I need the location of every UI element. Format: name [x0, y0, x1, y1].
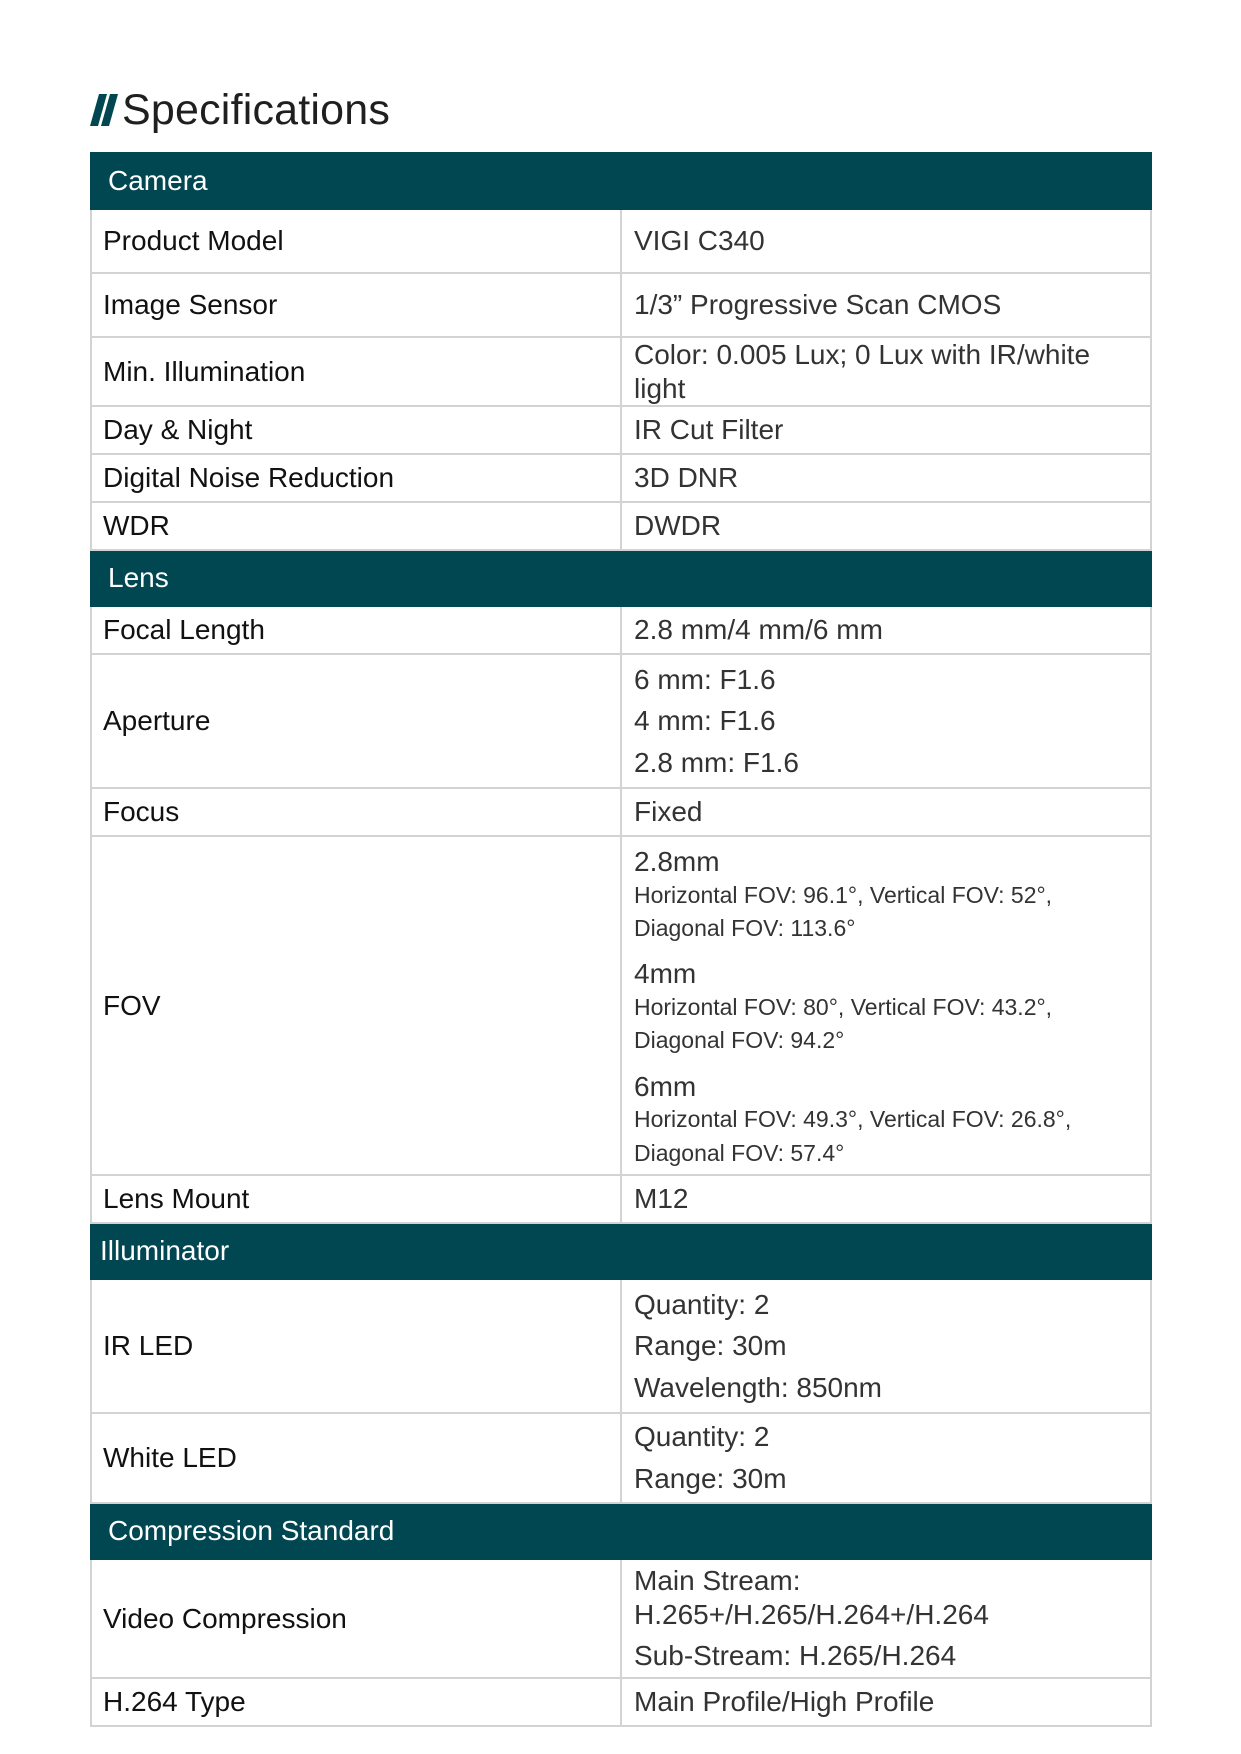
fov-lens: 2.8mm	[634, 846, 720, 878]
row-focal-length	[91, 606, 1151, 654]
spec-value: Fixed	[621, 788, 1151, 836]
double-slash-icon	[90, 94, 118, 126]
page-heading	[90, 80, 390, 140]
row-product-model	[91, 209, 1151, 273]
value-line: 4 mm: F1.6	[634, 705, 776, 737]
spec-value: Color: 0.005 Lux; 0 Lux with IR/white light	[621, 337, 1151, 406]
spec-label: WDR	[91, 502, 621, 550]
spec-label: Lens Mount	[91, 1175, 621, 1223]
spec-value	[621, 1413, 1151, 1503]
page-title: Specifications	[122, 85, 391, 134]
spec-label: Product Model	[91, 209, 621, 273]
spec-value: M12	[621, 1175, 1151, 1223]
value-line: Quantity: 2	[634, 1288, 770, 1320]
spec-value: IR Cut Filter	[621, 406, 1151, 454]
fov-lens: 6mm	[634, 1070, 697, 1102]
spec-label: Focal Length	[91, 606, 621, 654]
spec-value: Main Profile/High Profile	[621, 1678, 1151, 1726]
fov-description: Horizontal FOV: 80°, Vertical FOV: 43.2°, Diagonal FOV: 94.2°	[634, 994, 1053, 1054]
row-image-sensor	[91, 273, 1151, 337]
fov-description: Horizontal FOV: 96.1°, Vertical FOV: 52°, Diagonal FOV: 113.6°	[634, 881, 1053, 942]
spec-label: Video Compression	[91, 1559, 621, 1678]
spec-value: VIGI C340	[621, 209, 1151, 273]
value-line: 6 mm: F1.6	[634, 663, 776, 695]
row-wdr	[91, 502, 1151, 550]
spec-label: H.264 Type	[91, 1678, 621, 1726]
value-line: Range: 30m	[634, 1463, 787, 1495]
spec-value	[621, 836, 1151, 1175]
spec-value: 3D DNR	[621, 454, 1151, 502]
value-line: Sub-Stream: H.265/H.264	[634, 1640, 957, 1672]
section-lens	[91, 550, 1151, 606]
spec-label: White LED	[91, 1413, 621, 1503]
spec-label: Min. Illumination	[91, 337, 621, 406]
section-title: Illuminator	[91, 1223, 1151, 1279]
value-line: Main Stream: H.265+/H.265/H.264+/H.264	[634, 1565, 989, 1630]
section-illuminator	[91, 1223, 1151, 1279]
fov-lens: 4mm	[634, 958, 697, 990]
spec-label: Image Sensor	[91, 273, 621, 337]
row-fov	[91, 836, 1151, 1175]
spec-value: 2.8 mm/4 mm/6 mm	[621, 606, 1151, 654]
specifications-table	[90, 152, 1152, 1727]
row-min-illumination	[91, 337, 1151, 406]
spec-value	[621, 1559, 1151, 1678]
spec-label: FOV	[91, 836, 621, 1175]
row-white-led	[91, 1413, 1151, 1503]
spec-label: Day & Night	[91, 406, 621, 454]
spec-value	[621, 1279, 1151, 1413]
fov-description: Horizontal FOV: 49.3°, Vertical FOV: 26.8°, Diagonal FOV: 57.4°	[634, 1106, 1072, 1166]
row-lens-mount	[91, 1175, 1151, 1223]
row-video-compression	[91, 1559, 1151, 1678]
section-title: Lens	[91, 550, 1151, 606]
value-line: Quantity: 2	[634, 1421, 770, 1453]
row-focus	[91, 788, 1151, 836]
row-h264-type	[91, 1678, 1151, 1726]
row-ir-led	[91, 1279, 1151, 1413]
section-title: Camera	[91, 153, 1151, 209]
spec-label: Focus	[91, 788, 621, 836]
row-digital-noise-reduction	[91, 454, 1151, 502]
section-compression-standard	[91, 1503, 1151, 1559]
spec-value: 1/3” Progressive Scan CMOS	[621, 273, 1151, 337]
spec-value: DWDR	[621, 502, 1151, 550]
spec-label: Aperture	[91, 654, 621, 788]
row-aperture	[91, 654, 1151, 788]
section-camera	[91, 153, 1151, 209]
spec-label: Digital Noise Reduction	[91, 454, 621, 502]
value-line: Range: 30m	[634, 1330, 787, 1362]
section-title: Compression Standard	[91, 1503, 1151, 1559]
row-day-night	[91, 406, 1151, 454]
spec-label: IR LED	[91, 1279, 621, 1413]
value-line: 2.8 mm: F1.6	[634, 746, 799, 778]
spec-value	[621, 654, 1151, 788]
value-line: Wavelength: 850nm	[634, 1371, 882, 1403]
